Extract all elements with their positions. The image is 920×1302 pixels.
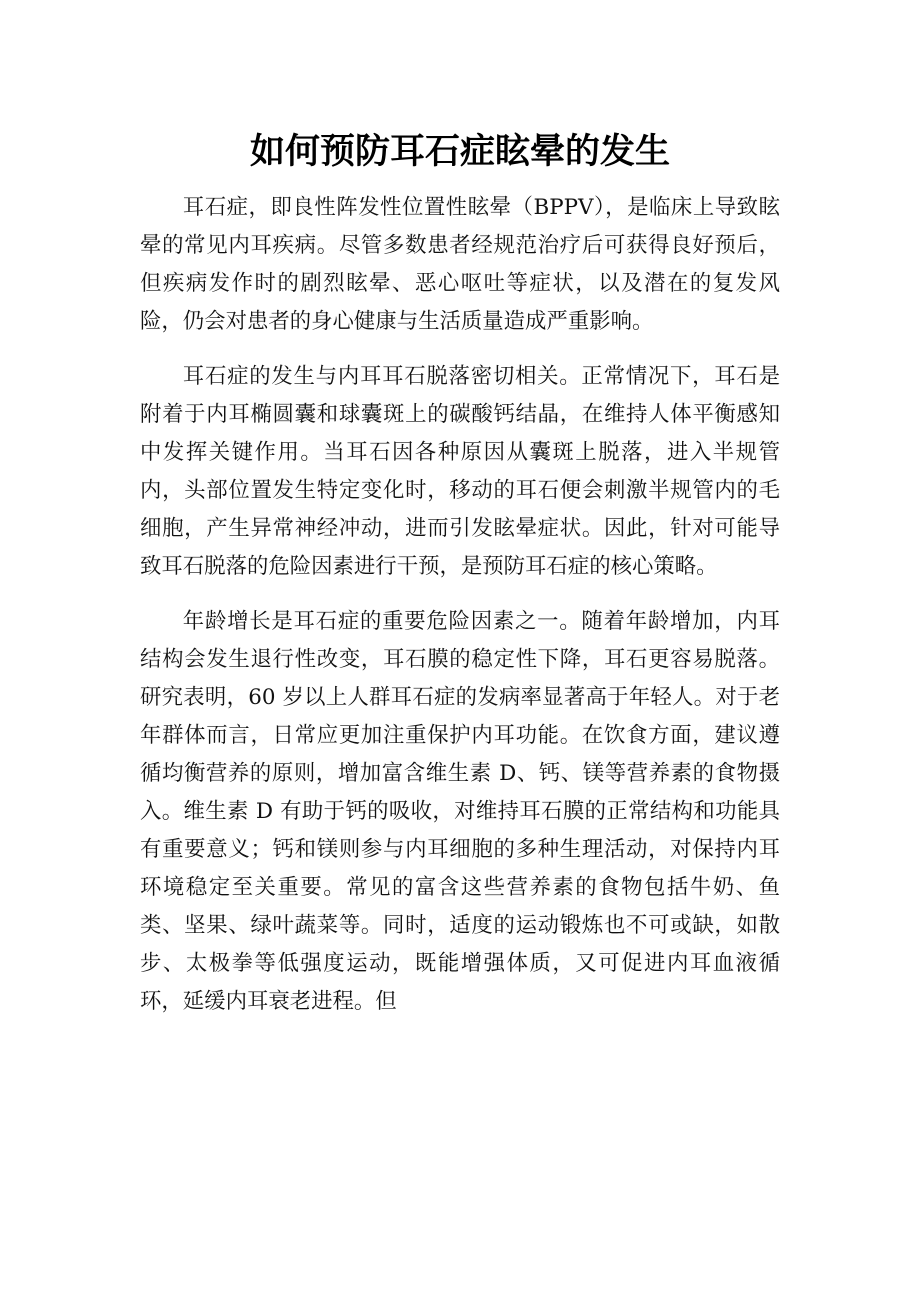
document-body	[140, 189, 780, 1021]
paragraph-otolith-mechanism: 耳石症的发生与内耳耳石脱落密切相关。正常情况下，耳石是附着于内耳椭圆囊和球囊斑上的碳酸钙结晶，在维持人体平衡感知中发挥关键作用。当耳石因各种原因从囊斑上脱落，进入半规管内，头部位置发生特定变化时，移动的耳石便会刺激半规管内的毛细胞，产生异常神经冲动，进而引发眩晕症状。因此，针对可能导致耳石脱落的危险因素进行干预，是预防耳石症的核心策略。	[140, 364, 780, 579]
document-title: 如何预防耳石症眩晕的发生	[249, 132, 670, 172]
paragraph-age-risk-factor: 年龄增长是耳石症的重要危险因素之一。随着年龄增加，内耳结构会发生退行性改变，耳石膜的稳定性下降，耳石更容易脱落。研究表明，60 岁以上人群耳石症的发病率显著高于年轻人。对于老年群体而言，日常应更加注重保护内耳功能。在饮食方面，建议遵循均衡营养的原则，增加富含维生素 D、钙、镁等营养素的食物摄入。维生素 D 有助于钙的吸收，对维持耳石膜的正常结构和功能具有重要意义；钙和镁则参与内耳细胞的多种生理活动，对保持内耳环境稳定至关重要。常见的富含这些营养素的食物包括牛奶、鱼类、坚果、绿叶蔬菜等。同时，适度的运动锻炼也不可或缺，如散步、太极拳等低强度运动，既能增强体质，又可促进内耳血液循环，延缓内耳衰老进程。但	[140, 609, 780, 1014]
paragraph-bppv-intro: 耳石症，即良性阵发性位置性眩晕（BPPV），是临床上导致眩晕的常见内耳疾病。尽管多数患者经规范治疗后可获得良好预后，但疾病发作时的剧烈眩晕、恶心呕吐等症状，以及潜在的复发风险，仍会对患者的身心健康与生活质量造成严重影响。	[140, 195, 780, 334]
